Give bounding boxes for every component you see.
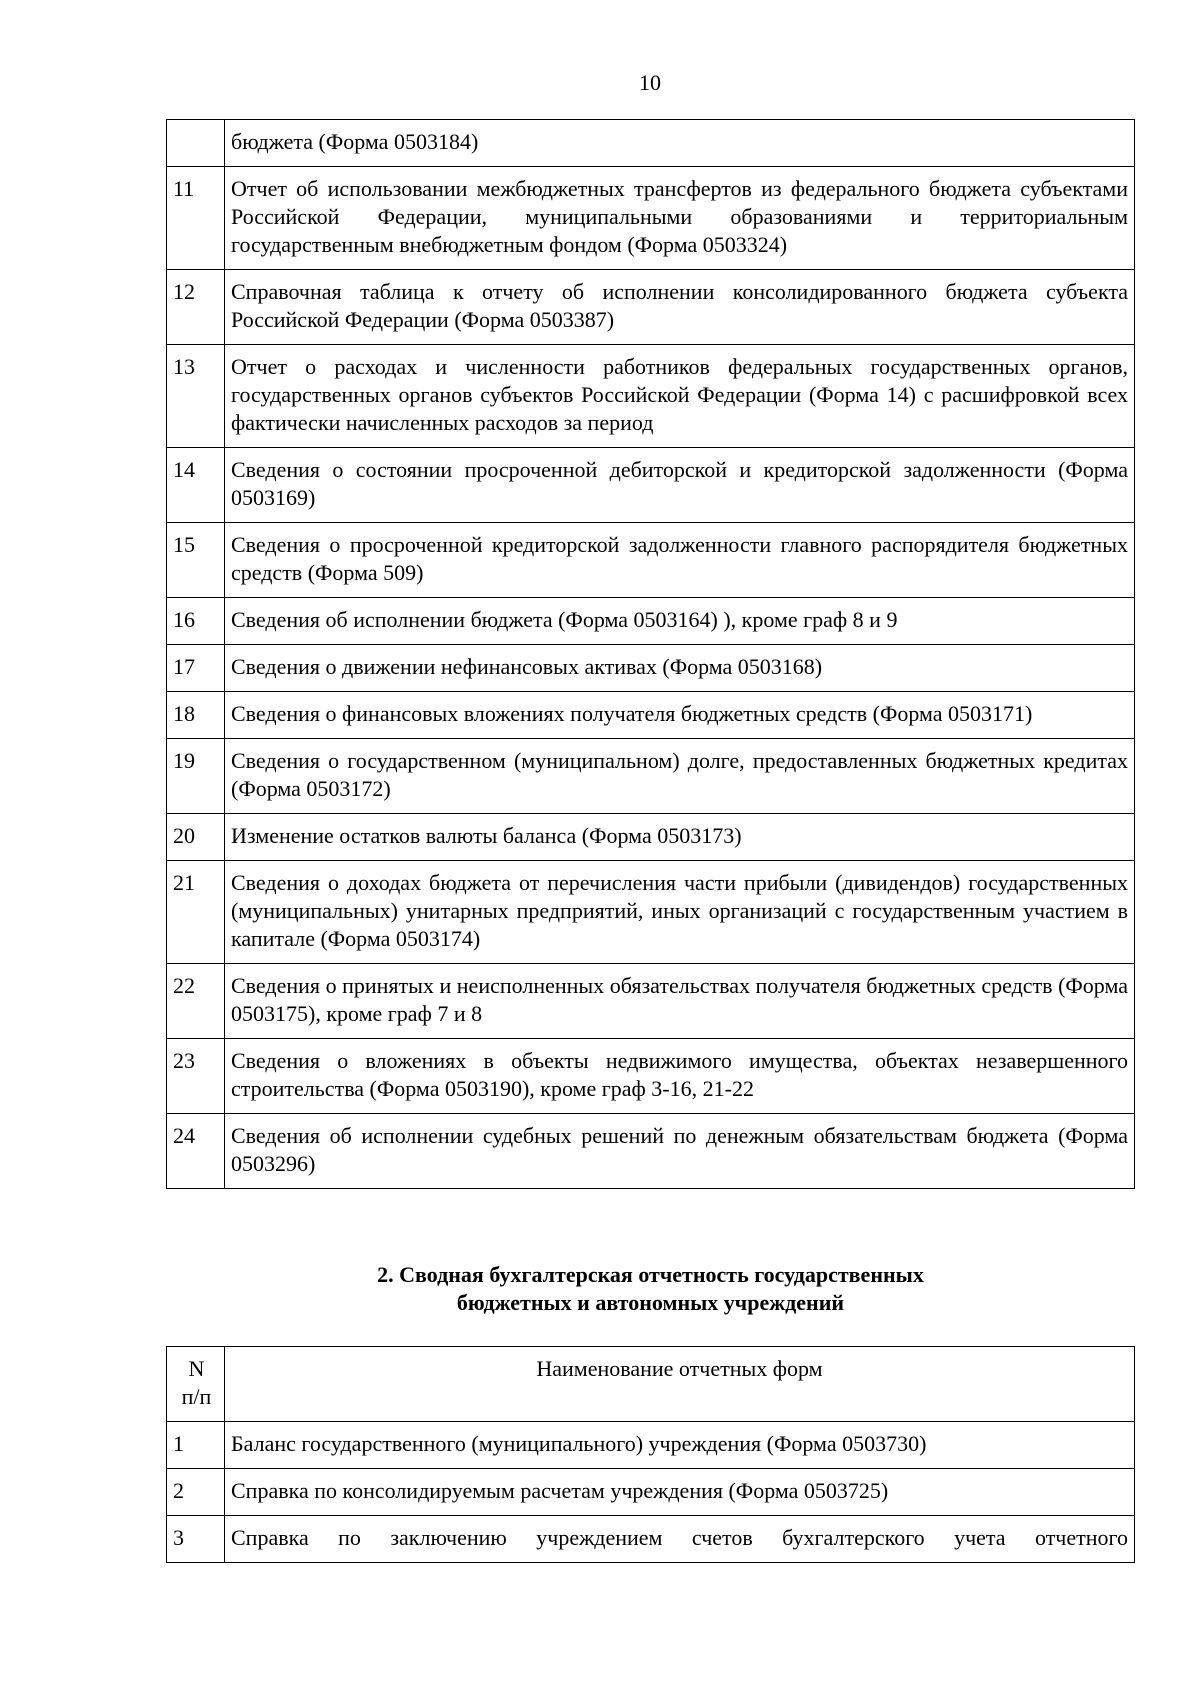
- table-row: [167, 1114, 1135, 1189]
- form-name: Сведения о доходах бюджета от перечисления части прибыли (дивидендов) государственных (муниципальных) унитарных предприятий, иных организаций с государственным участием в капитале (Форма 0503174): [225, 861, 1135, 964]
- table-row: [167, 345, 1135, 448]
- section-heading: [166, 1261, 1135, 1317]
- page-number: 10: [639, 70, 661, 95]
- row-number: 18: [167, 692, 225, 739]
- section-heading-line-1: 2. Сводная бухгалтерская отчетность государственных: [377, 1262, 924, 1287]
- row-number: 19: [167, 739, 225, 814]
- row-number: 13: [167, 345, 225, 448]
- row-number: [167, 120, 225, 167]
- form-name: Сведения об исполнении судебных решений по денежным обязательствам бюджета (Форма 0503296): [225, 1114, 1135, 1189]
- row-number: 24: [167, 1114, 225, 1189]
- row-number: 14: [167, 448, 225, 523]
- form-name: Сведения о принятых и неисполненных обязательствах получателя бюджетных средств (Форма 0503175), кроме граф 7 и 8: [225, 964, 1135, 1039]
- table-row: [167, 448, 1135, 523]
- form-name: Сведения о государственном (муниципальном) долге, предоставленных бюджетных кредитах (Форма 0503172): [225, 739, 1135, 814]
- form-name: Сведения об исполнении бюджета (Форма 0503164) ), кроме граф 8 и 9: [225, 598, 1135, 645]
- form-name: Баланс государственного (муниципального) учреждения (Форма 0503730): [225, 1422, 1135, 1469]
- table-header-row: [167, 1347, 1135, 1422]
- row-number: 23: [167, 1039, 225, 1114]
- table-row: [167, 814, 1135, 861]
- row-number: 2: [167, 1469, 225, 1516]
- form-name: Справочная таблица к отчету об исполнении консолидированного бюджета субъекта Российской Федерации (Форма 0503387): [225, 270, 1135, 345]
- table-row: [167, 739, 1135, 814]
- table-row: [167, 1039, 1135, 1114]
- row-number: 11: [167, 167, 225, 270]
- table-row: [167, 270, 1135, 345]
- section-heading-line-2: бюджетных и автономных учреждений: [456, 1290, 845, 1315]
- form-name: Сведения о вложениях в объекты недвижимого имущества, объектах незавершенного строительства (Форма 0503190), кроме граф 3-16, 21-22: [225, 1039, 1135, 1114]
- table-row: [167, 1516, 1135, 1563]
- row-number: 15: [167, 523, 225, 598]
- header-num-line-1: N: [188, 1356, 205, 1381]
- form-name: бюджета (Форма 0503184): [225, 120, 1135, 167]
- row-number: 12: [167, 270, 225, 345]
- table-row: [167, 1422, 1135, 1469]
- header-num-line-2: п/п: [181, 1384, 212, 1409]
- table-row: [167, 120, 1135, 167]
- form-name: Отчет о расходах и численности работников федеральных государственных органов, государственных органов субъектов Российской Федерации (Форма 14) с расшифровкой всех фактически начисленных расходов за период: [225, 345, 1135, 448]
- forms-table-continued: [166, 119, 1135, 1189]
- row-number: 20: [167, 814, 225, 861]
- form-name: Отчет об использовании межбюджетных трансфертов из федерального бюджета субъектами Российской Федерации, муниципальными образованиями и территориальным государственным внебюджетным фондом (Форма 0503324): [225, 167, 1135, 270]
- form-name: Изменение остатков валюты баланса (Форма 0503173): [225, 814, 1135, 861]
- form-name: Справка по заключению учреждением счетов бухгалтерского учета отчетного: [225, 1516, 1135, 1563]
- row-number: 21: [167, 861, 225, 964]
- form-name: Сведения о состоянии просроченной дебиторской и кредиторской задолженности (Форма 0503169): [225, 448, 1135, 523]
- column-header-number: [167, 1347, 225, 1422]
- form-name: Сведения о просроченной кредиторской задолженности главного распорядителя бюджетных средств (Форма 509): [225, 523, 1135, 598]
- table-row: [167, 861, 1135, 964]
- table-row: [167, 598, 1135, 645]
- form-name: Сведения о движении нефинансовых активах (Форма 0503168): [225, 645, 1135, 692]
- table-row: [167, 1469, 1135, 1516]
- table-row: [167, 964, 1135, 1039]
- form-name: Сведения о финансовых вложениях получателя бюджетных средств (Форма 0503171): [225, 692, 1135, 739]
- row-number: 22: [167, 964, 225, 1039]
- row-number: 17: [167, 645, 225, 692]
- table-row: [167, 167, 1135, 270]
- table-row: [167, 523, 1135, 598]
- forms-table-section-2: [166, 1346, 1135, 1563]
- row-number: 16: [167, 598, 225, 645]
- column-header-name: Наименование отчетных форм: [225, 1347, 1135, 1422]
- form-name: Справка по консолидируемым расчетам учреждения (Форма 0503725): [225, 1469, 1135, 1516]
- table-row: [167, 645, 1135, 692]
- row-number: 1: [167, 1422, 225, 1469]
- table-row: [167, 692, 1135, 739]
- row-number: 3: [167, 1516, 225, 1563]
